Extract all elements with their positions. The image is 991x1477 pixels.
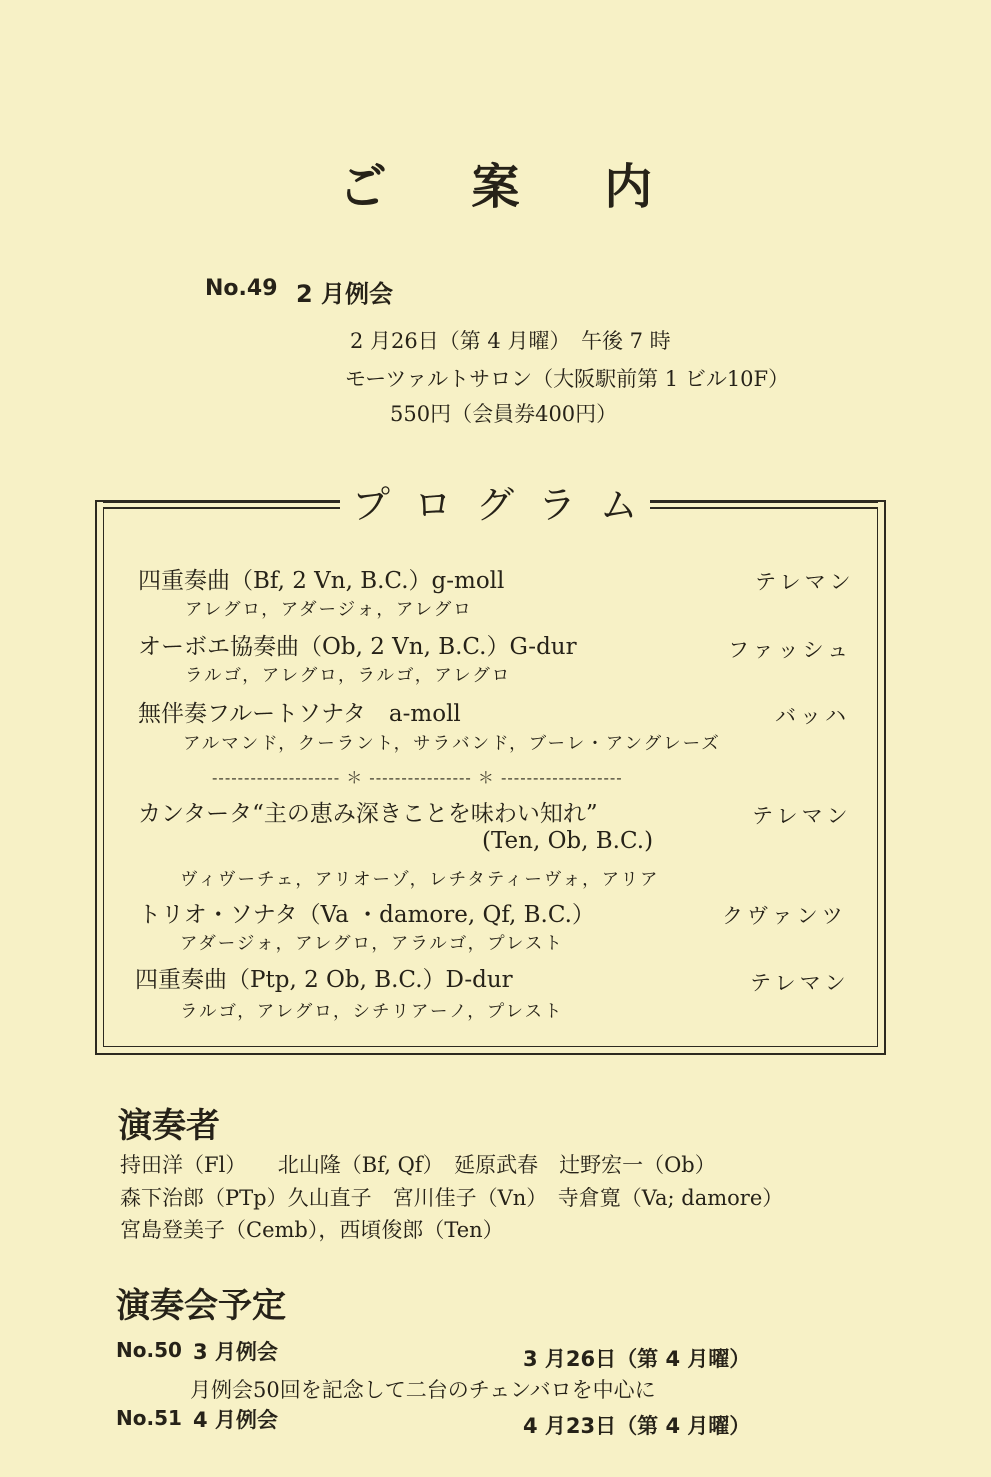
event-venue: モーツァルトサロン（大阪駅前第 1 ビル10F） bbox=[345, 367, 790, 391]
heading-rule-right bbox=[640, 502, 878, 508]
performers-line-1: 持田洋（Fl） 北山隆（Bf, Qf） 延原武春 辻野宏一（Ob） bbox=[120, 1153, 716, 1177]
heading-rule-left bbox=[103, 502, 353, 508]
program-movements-6: ラルゴ，アレグロ，シチリアーノ，プレスト bbox=[180, 1002, 564, 1022]
program-work-2: オーボエ協奏曲（Ob, 2 Vn, B.C.）G-dur bbox=[138, 634, 577, 660]
program-composer-5: クヴァンツ bbox=[722, 904, 847, 928]
program-composer-6: テレマン bbox=[750, 971, 850, 995]
program-divider: -------------------- ＊ ---------------- ＊ ------------------- bbox=[212, 768, 623, 787]
performers-line-3: 宮島登美子（Cemb），西頃俊郎（Ten） bbox=[120, 1218, 504, 1242]
event-number: No.49 bbox=[205, 276, 278, 301]
schedule-date-2: 4 月23日（第 4 月曜） bbox=[523, 1414, 751, 1438]
program-heading: プログラム bbox=[340, 474, 650, 529]
program-work-6: 四重奏曲（Ptp, 2 Ob, B.C.）D-dur bbox=[135, 967, 513, 993]
schedule-note-1: 月例会50回を記念して二台のチェンバロを中心に bbox=[190, 1378, 656, 1402]
schedule-heading: 演奏会予定 bbox=[116, 1286, 286, 1326]
event-date: 2 月26日（第 4 月曜） 午後 7 時 bbox=[350, 329, 671, 353]
program-movements-2: ラルゴ，アレグロ，ラルゴ，アレグロ bbox=[185, 666, 512, 686]
schedule-number-1: No.50 bbox=[116, 1338, 182, 1362]
schedule-number-2: No.51 bbox=[116, 1406, 182, 1430]
program-movements-5: アダージォ，アレグロ，アラルゴ，プレスト bbox=[180, 934, 564, 954]
program-work-3: 無伴奏フルートソナタ a-moll bbox=[138, 701, 461, 727]
program-work-5: トリオ・ソナタ（Va ・damore, Qf, B.C.） bbox=[138, 902, 595, 928]
page-title: ご 案 内 bbox=[338, 159, 687, 215]
program-composer-2: ファッシュ bbox=[728, 638, 853, 662]
program-movements-3: アルマンド，クーラント，サラバンド，ブーレ・アングレーズ bbox=[183, 734, 721, 754]
performers-heading: 演奏者 bbox=[118, 1106, 220, 1146]
program-composer-4: テレマン bbox=[752, 804, 852, 828]
program-work-4: カンタータ“主の恵み深きことを味わい知れ” bbox=[138, 801, 598, 827]
program-work-4-sub: (Ten, Ob, B.C.) bbox=[482, 828, 654, 854]
program-composer-3: バッハ bbox=[775, 704, 850, 728]
program-movements-1: アレグロ，アダージォ，アレグロ bbox=[185, 600, 473, 620]
event-price: 550円（会員券400円） bbox=[390, 402, 618, 426]
schedule-name-2: 4 月例会 bbox=[193, 1408, 278, 1432]
performers-line-2: 森下治郎（PTp）久山直子 宮川佳子（Vn） 寺倉寛（Va; damore） bbox=[120, 1186, 784, 1210]
schedule-name-1: 3 月例会 bbox=[193, 1340, 278, 1364]
program-composer-1: テレマン bbox=[755, 570, 855, 594]
program-movements-4: ヴィヴーチェ，アリオーゾ，レチタティーヴォ，アリア bbox=[180, 870, 660, 890]
program-work-1: 四重奏曲（Bf, 2 Vn, B.C.）g-moll bbox=[138, 568, 505, 594]
event-name: 2 月例会 bbox=[296, 280, 394, 308]
schedule-date-1: 3 月26日（第 4 月曜） bbox=[523, 1347, 751, 1371]
